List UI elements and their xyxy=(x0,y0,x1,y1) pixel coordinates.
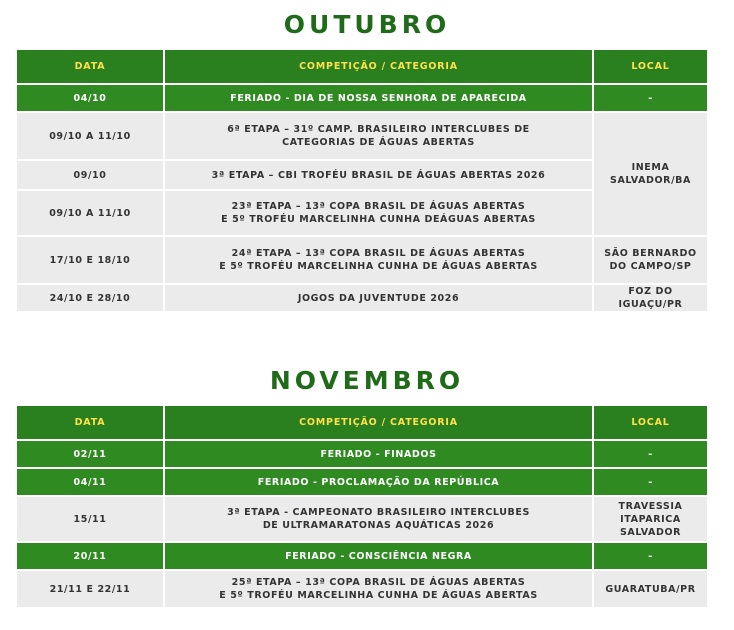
competition-line-2: CATEGORIAS DE ÁGUAS ABERTAS xyxy=(282,137,475,148)
row-date: 09/10 xyxy=(17,161,163,189)
table-row-holiday xyxy=(17,469,707,495)
row-date: 21/11 E 22/11 xyxy=(17,571,163,607)
row-local-merged xyxy=(594,113,707,235)
row-competition xyxy=(165,497,592,541)
header-data: DATA xyxy=(17,50,163,83)
local-line-1: INEMA xyxy=(631,162,670,173)
competition-line-1: 25ª ETAPA – 13ª COPA BRASIL DE ÁGUAS ABERTAS xyxy=(231,577,526,588)
row-local: GUARATUBA/PR xyxy=(594,571,707,607)
row-local: - xyxy=(594,469,707,495)
competition-line-2: E 5º TROFÉU MARCELINHA CUNHA DE ÁGUAS ABERTAS xyxy=(219,590,538,601)
novembro-table xyxy=(15,404,709,609)
header-data: DATA xyxy=(17,406,163,439)
competition-line-1: 3ª ETAPA - CAMPEONATO BRASILEIRO INTERCLUBES xyxy=(227,507,530,518)
row-local: FOZ DO IGUAÇU/PR xyxy=(594,285,707,311)
row-competition xyxy=(165,191,592,235)
row-date: 17/10 E 18/10 xyxy=(17,237,163,283)
row-local: - xyxy=(594,543,707,569)
row-date: 02/11 xyxy=(17,441,163,467)
local-line-2: SALVADOR/BA xyxy=(610,175,691,186)
row-competition: FERIADO - CONSCIÊNCIA NEGRA xyxy=(165,543,592,569)
row-date: 04/11 xyxy=(17,469,163,495)
row-date: 15/11 xyxy=(17,497,163,541)
month-title-outubro: OUTUBRO xyxy=(283,10,451,39)
row-competition: FERIADO - PROCLAMAÇÃO DA REPÚBLICA xyxy=(165,469,592,495)
row-date: 09/10 A 11/10 xyxy=(17,113,163,159)
row-local xyxy=(594,497,707,541)
table-row xyxy=(17,571,707,607)
competition-line-2: DE ULTRAMARATONAS AQUÁTICAS 2026 xyxy=(262,520,495,531)
outubro-table xyxy=(15,48,709,313)
local-line-2: ITAPARICA xyxy=(620,513,681,525)
row-local: - xyxy=(594,441,707,467)
row-local xyxy=(594,237,707,283)
row-competition xyxy=(165,113,592,159)
competition-line-2: E 5º TROFÉU MARCELINHA CUNHA DE ÁGUAS ABERTAS xyxy=(219,261,538,272)
table-row-holiday xyxy=(17,441,707,467)
table-row xyxy=(17,285,707,311)
row-competition: FERIADO - FINADOS xyxy=(165,441,592,467)
row-date: 24/10 E 28/10 xyxy=(17,285,163,311)
row-date: 20/11 xyxy=(17,543,163,569)
competition-line-1: 24ª ETAPA – 13ª COPA BRASIL DE ÁGUAS ABERTAS xyxy=(231,248,526,259)
table-row xyxy=(17,497,707,541)
local-line-1: TRAVESSIA xyxy=(618,500,683,512)
row-date: 04/10 xyxy=(17,85,163,111)
row-local: - xyxy=(594,85,707,111)
row-competition xyxy=(165,571,592,607)
header-competicao: COMPETIÇÃO / CATEGORIA xyxy=(165,406,592,439)
table-row xyxy=(17,113,707,159)
local-line-1: SÃO BERNARDO xyxy=(604,248,697,259)
header-local: LOCAL xyxy=(594,50,707,83)
table-header-row xyxy=(17,406,707,439)
row-competition: JOGOS DA JUVENTUDE 2026 xyxy=(165,285,592,311)
month-title-novembro: NOVEMBRO xyxy=(269,366,465,395)
local-line-3: SALVADOR xyxy=(619,526,682,538)
header-local: LOCAL xyxy=(594,406,707,439)
competition-line-1: 23ª ETAPA – 13ª COPA BRASIL DE ÁGUAS ABERTAS xyxy=(231,201,526,212)
row-competition: 3ª ETAPA – CBI TROFÉU BRASIL DE ÁGUAS ABERTAS 2026 xyxy=(165,161,592,189)
table-row-holiday xyxy=(17,543,707,569)
table-row xyxy=(17,237,707,283)
table-row-holiday xyxy=(17,85,707,111)
row-competition xyxy=(165,237,592,283)
local-line-2: DO CAMPO/SP xyxy=(609,261,692,272)
header-competicao: COMPETIÇÃO / CATEGORIA xyxy=(165,50,592,83)
row-competition: FERIADO - DIA DE NOSSA SENHORA DE APARECIDA xyxy=(165,85,592,111)
table-header-row xyxy=(17,50,707,83)
competition-line-2: E 5º TROFÉU MARCELINHA CUNHA DEÁGUAS ABERTAS xyxy=(221,214,536,225)
row-date: 09/10 A 11/10 xyxy=(17,191,163,235)
competition-line-1: 6ª ETAPA – 31º CAMP. BRASILEIRO INTERCLUBES DE xyxy=(227,124,530,135)
